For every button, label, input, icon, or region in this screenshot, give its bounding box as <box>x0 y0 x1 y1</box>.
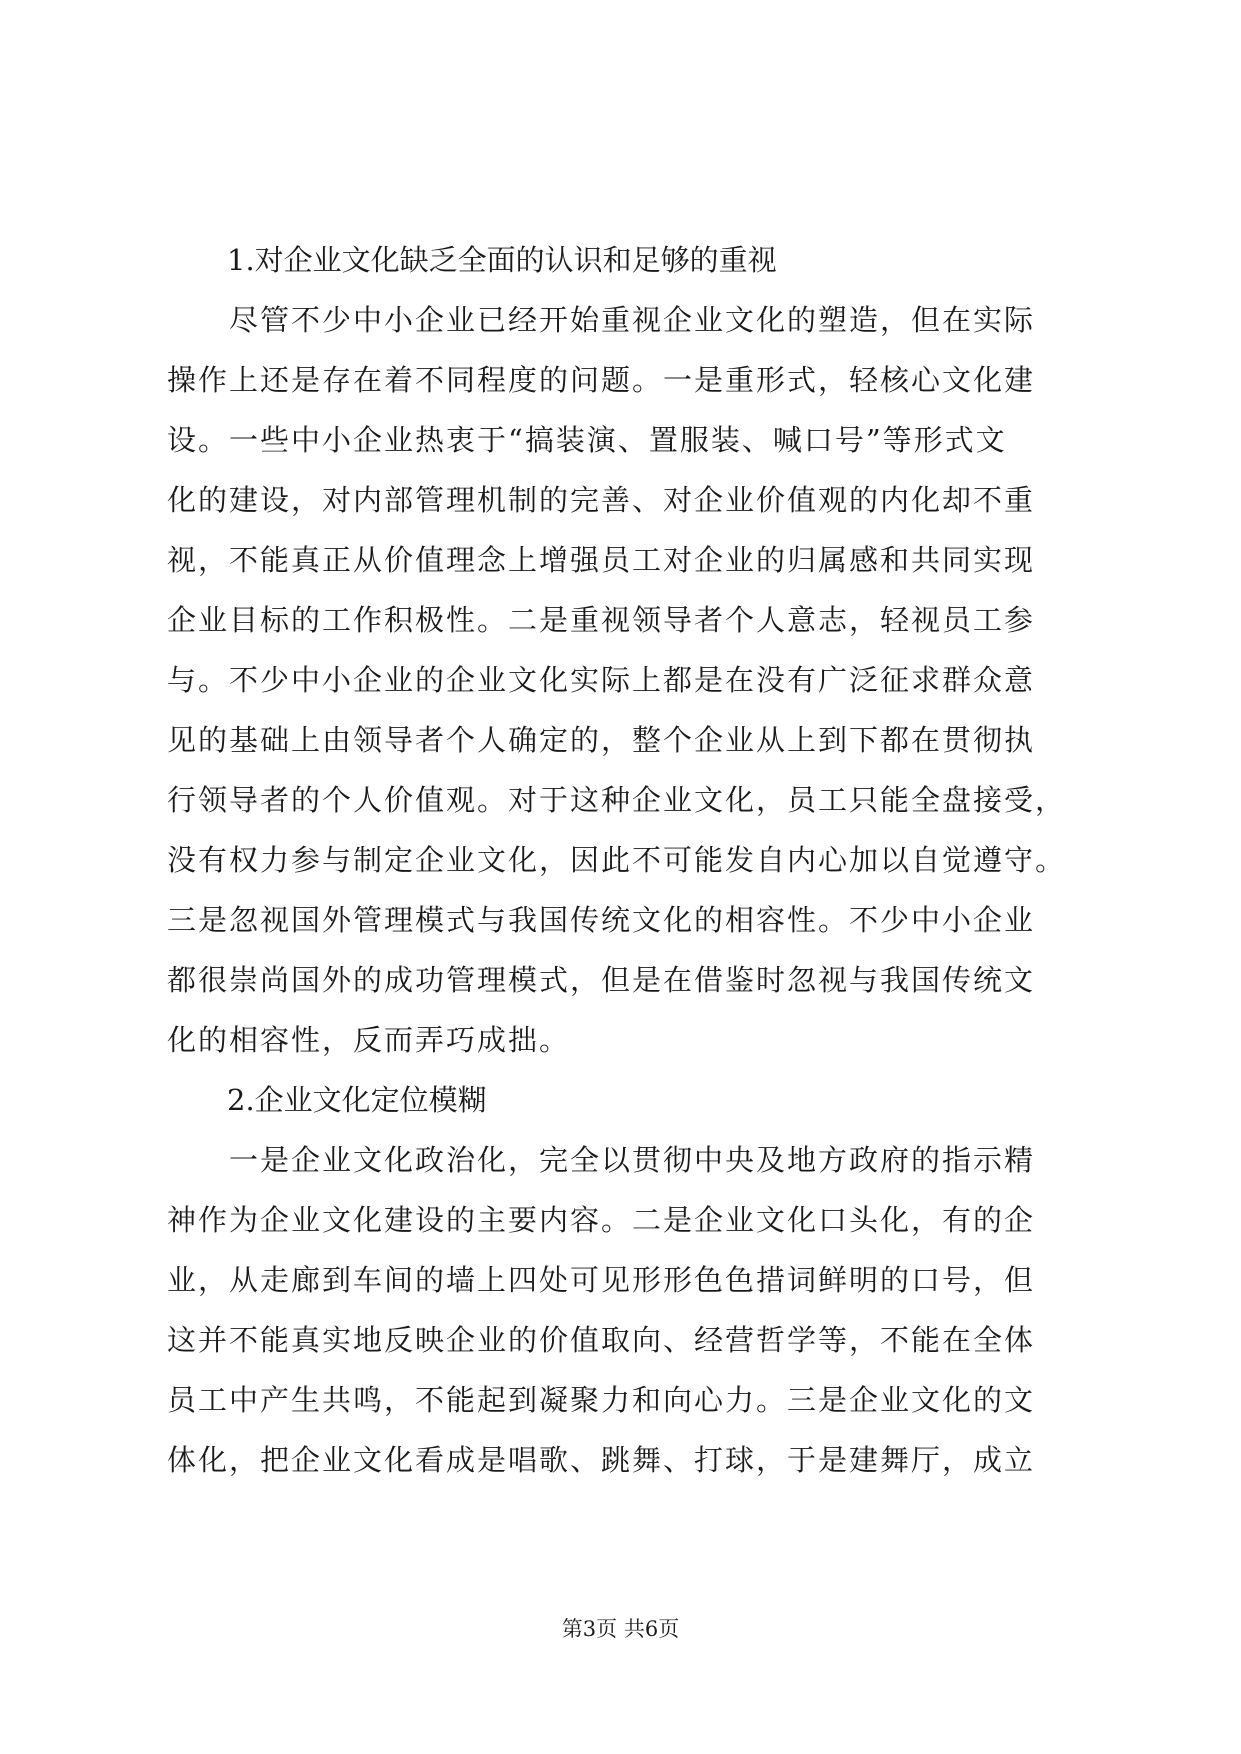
paragraph-line: 三是忽视国外管理模式与我国传统文化的相容性。不少中小企业 <box>167 903 1036 937</box>
paragraph-line: 尽管不少中小企业已经开始重视企业文化的塑造，但在实际 <box>229 303 1036 337</box>
paragraph-line: 与。不少中小企业的企业文化实际上都是在没有广泛征求群众意 <box>167 663 1036 697</box>
paragraph-line: 化的相容性，反而弄巧成拙。 <box>167 1023 571 1057</box>
paragraph-line: 体化，把企业文化看成是唱歌、跳舞、打球，于是建舞厅，成立 <box>167 1443 1036 1477</box>
paragraph-line: 都很崇尚国外的成功管理模式，但是在借鉴时忽视与我国传统文 <box>167 963 1036 997</box>
paragraph-2 <box>167 1130 1073 1490</box>
paragraph-line: 员工中产生共鸣，不能起到凝聚力和向心力。三是企业文化的文 <box>167 1383 1036 1417</box>
paragraph-line: 视，不能真正从价值理念上增强员工对企业的归属感和共同实现 <box>167 543 1036 577</box>
paragraph-line: 化的建设，对内部管理机制的完善、对企业价值观的内化却不重 <box>167 483 1036 517</box>
page-number-footer: 第3页 共6页 <box>561 1617 680 1641</box>
document-body <box>167 230 1073 1490</box>
paragraph-line: 没有权力参与制定企业文化，因此不可能发自内心加以自觉遵守。 <box>167 843 1067 877</box>
section-heading-1: 1.对企业文化缺乏全面的认识和足够的重视 <box>227 243 777 277</box>
paragraph-line: 设。一些中小企业热衷于“搞装演、置服装、喊口号”等形式文 <box>167 423 1007 457</box>
paragraph-line: 业，从走廊到车间的墙上四处可见形形色色措词鲜明的口号，但 <box>167 1263 1036 1297</box>
paragraph-line: 行领导者的个人价值观。对于这种企业文化，员工只能全盘接受， <box>167 783 1067 817</box>
paragraph-line: 企业目标的工作积极性。二是重视领导者个人意志，轻视员工参 <box>167 603 1036 637</box>
paragraph-1 <box>167 290 1073 1070</box>
paragraph-line: 见的基础上由领导者个人确定的，整个企业从上到下都在贯彻执 <box>167 723 1036 757</box>
paragraph-line: 神作为企业文化建设的主要内容。二是企业文化口头化，有的企 <box>167 1203 1036 1237</box>
paragraph-line: 一是企业文化政治化，完全以贯彻中央及地方政府的指示精 <box>229 1143 1036 1177</box>
section-heading-2: 2.企业文化定位模糊 <box>227 1083 487 1117</box>
paragraph-line: 这并不能真实地反映企业的价值取向、经营哲学等，不能在全体 <box>167 1323 1036 1357</box>
paragraph-line: 操作上还是存在着不同程度的问题。一是重形式，轻核心文化建 <box>167 363 1036 397</box>
